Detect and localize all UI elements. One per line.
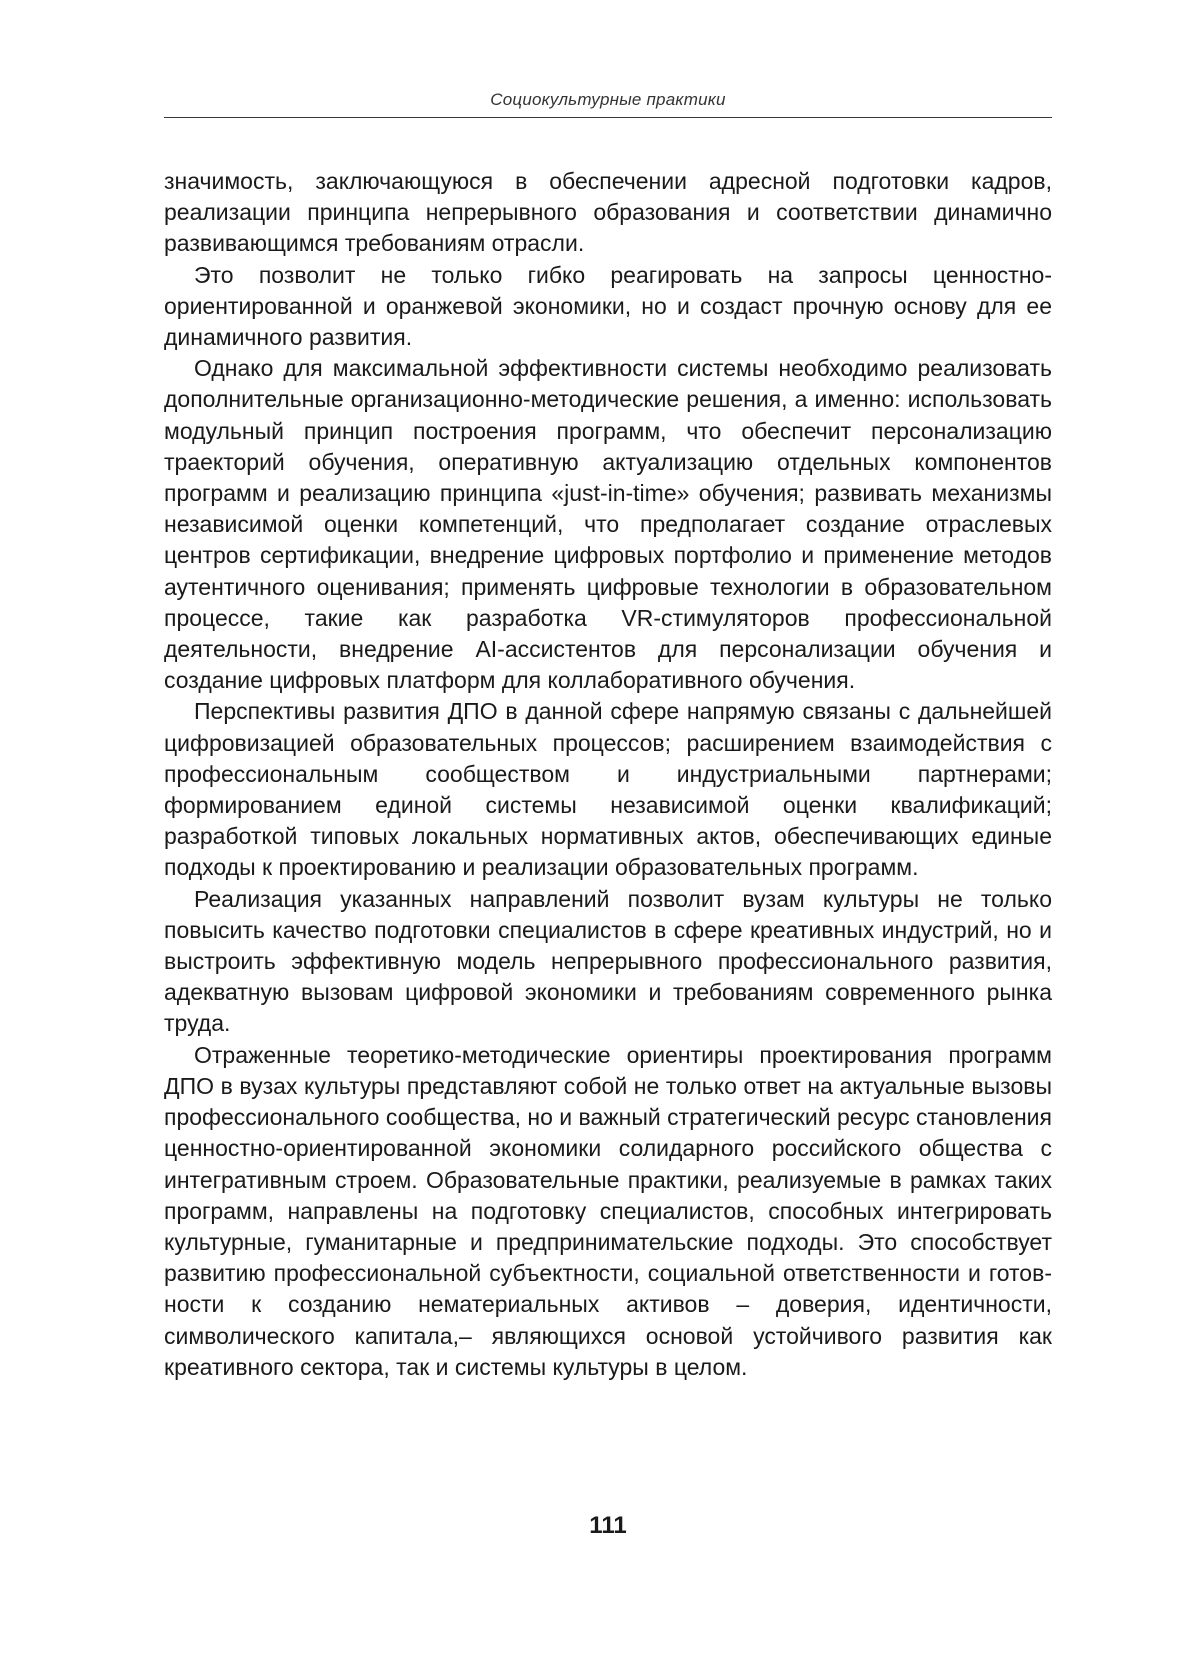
- running-header: Социокультурные практики: [490, 90, 726, 109]
- paragraph: Это позволит не только гибко реагировать на запросы ценностно-ориентированной и оранжевой экономики, но и создаст прочную основу для ее динамичного развития.: [164, 261, 1052, 351]
- header-rule: [164, 117, 1052, 118]
- paragraph: Однако для максимальной эффективности системы необходимо реализовать дополнительные организационно-методические решения, а именно: использовать модульный принцип построения программ, что обеспечит персонализацию траекторий обучения, оперативную актуализацию отдельных компонентов программ и реализацию принципа «just-in-time» обучения; развивать механизмы независимой оценки компетенций, что предполагает создание отраслевых центров сертификации, внедрение цифровых портфолио и применение методов аутентичного оценивания; применять цифровые технологии в образовательном процессе, такие как разработка VR-стимуляторов профессиональной деятельности, внедрение AI-ассистентов для персонализации обучения и создание цифровых платформ для коллаборативного обучения.: [164, 355, 1052, 694]
- paragraph: Перспективы развития ДПО в данной сфере напрямую связаны с дальнейшей цифровизацией образовательных процессов; расширением взаимодействия с профессиональным сообществом и индустриальными партнерами; формированием единой системы независимой оценки квалификаций; разработкой типовых локальных нормативных актов, обеспечивающих единые подходы к проектированию и реализации образовательных программ.: [164, 698, 1052, 881]
- paragraph: Отраженные теоретико-методические ориентиры проектирования программ ДПО в вузах культуры представляют собой не только ответ на актуальные вызовы профессионального сообщества, но и важный стратегический ресурс становления ценностно-ориентированной экономики солидарного российского общества с интегративным строем. Образовательные практики, реализуемые в рамках таких программ, направлены на подготовку специалистов, способных интегрировать культурные, гуманитарные и предпринимательские подходы. Это способствует развитию профессиональной субъектности, социальной ответственности и готовности к созданию нематериальных активов – доверия, идентичности, символического капитала,– являющихся основой устойчивого развития как креативного сектора, так и системы культуры в целом.: [164, 1041, 1052, 1380]
- page-number: 111: [589, 1512, 627, 1539]
- paragraph-continuation: значимость, заключающуюся в обеспечении адресной подготовки кадров, реализации принципа непрерывного образования и соответствии динамично развивающимся требованиям отрасли.: [164, 168, 1052, 257]
- paragraph: Реализация указанных направлений позволит вузам культуры не только повысить качество подготовки специалистов в сфере креативных индустрий, но и выстроить эффективную модель непрерывного профессионального развития, адекватную вызовам цифровой экономики и требованиям современного рынка труда.: [164, 885, 1052, 1037]
- body-text: [164, 166, 1052, 1383]
